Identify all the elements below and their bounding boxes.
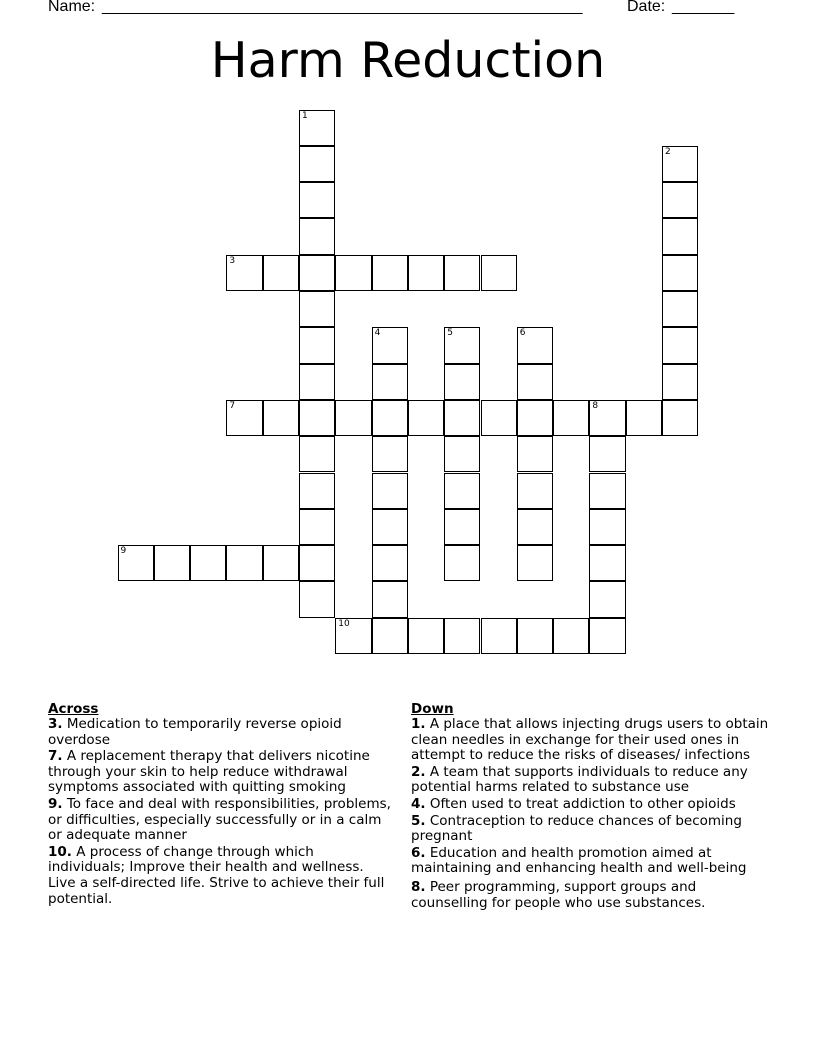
grid-cell[interactable] bbox=[662, 327, 698, 363]
grid-cell[interactable] bbox=[444, 618, 480, 654]
grid-cell[interactable] bbox=[299, 509, 335, 545]
grid-cell[interactable] bbox=[589, 545, 625, 581]
grid-cell[interactable] bbox=[589, 400, 625, 436]
grid-cell[interactable] bbox=[372, 327, 408, 363]
clue-across-3 bbox=[48, 717, 393, 748]
clue-number: 7. bbox=[48, 748, 63, 765]
grid-cell[interactable] bbox=[335, 255, 371, 291]
grid-cell[interactable] bbox=[517, 545, 553, 581]
clue-down-6 bbox=[411, 846, 769, 877]
grid-cell[interactable] bbox=[589, 436, 625, 472]
grid-cell[interactable] bbox=[481, 618, 517, 654]
grid-cell[interactable] bbox=[444, 400, 480, 436]
grid-cell[interactable] bbox=[444, 545, 480, 581]
grid-cell[interactable] bbox=[444, 473, 480, 509]
down-heading: Down bbox=[411, 701, 454, 717]
grid-cell[interactable] bbox=[299, 182, 335, 218]
clue-down-1 bbox=[411, 717, 769, 764]
clue-text: Medication to temporarily reverse opioid overdose bbox=[48, 716, 342, 748]
clue-text: A team that supports individuals to reduce any potential harms related to substance use bbox=[411, 763, 748, 796]
grid-cell[interactable] bbox=[517, 364, 553, 400]
grid-cell[interactable] bbox=[372, 581, 408, 617]
cell-number: 9 bbox=[120, 546, 127, 557]
across-heading: Across bbox=[48, 701, 99, 717]
down-clues bbox=[411, 701, 769, 912]
clue-number: 2. bbox=[411, 763, 426, 780]
clue-number: 8. bbox=[411, 878, 426, 895]
grid-cell[interactable] bbox=[299, 146, 335, 182]
grid-cell[interactable] bbox=[226, 400, 262, 436]
clue-number: 9. bbox=[48, 795, 63, 812]
grid-cell[interactable] bbox=[589, 509, 625, 545]
grid-cell[interactable] bbox=[263, 255, 299, 291]
grid-cell[interactable] bbox=[517, 400, 553, 436]
across-clues bbox=[48, 701, 393, 908]
grid-cell[interactable] bbox=[226, 255, 262, 291]
grid-cell[interactable] bbox=[444, 436, 480, 472]
grid-cell[interactable] bbox=[299, 327, 335, 363]
cell-number: 1 bbox=[302, 110, 308, 121]
clue-text: A process of change through which individuals; Improve their health and wellness. Live a self-directed life. Strive to achieve their full potential. bbox=[48, 843, 385, 907]
grid-cell[interactable] bbox=[517, 618, 553, 654]
grid-cell[interactable] bbox=[553, 400, 589, 436]
grid-cell[interactable] bbox=[517, 509, 553, 545]
grid-cell[interactable] bbox=[372, 473, 408, 509]
grid-cell[interactable] bbox=[299, 473, 335, 509]
grid-cell[interactable] bbox=[372, 364, 408, 400]
grid-cell[interactable] bbox=[372, 618, 408, 654]
grid-cell[interactable] bbox=[263, 545, 299, 581]
grid-cell[interactable] bbox=[408, 400, 444, 436]
grid-cell[interactable] bbox=[589, 618, 625, 654]
clue-text: A place that allows injecting drugs users to obtain clean needles in exchange for their used ones in attempt to reduce the risks of diseases/ infections bbox=[411, 716, 769, 764]
grid-cell[interactable] bbox=[408, 618, 444, 654]
grid-cell[interactable] bbox=[662, 146, 698, 182]
grid-cell[interactable] bbox=[662, 364, 698, 400]
grid-cell[interactable] bbox=[118, 545, 154, 581]
grid-cell[interactable] bbox=[372, 436, 408, 472]
grid-cell[interactable] bbox=[299, 291, 335, 327]
grid-cell[interactable] bbox=[263, 400, 299, 436]
page-title: Harm Reduction bbox=[210, 32, 606, 89]
grid-cell[interactable] bbox=[517, 327, 553, 363]
grid-cell[interactable] bbox=[299, 255, 335, 291]
clue-text: Peer programming, support groups and counselling for people who use substances. bbox=[411, 878, 706, 911]
clue-down-4 bbox=[411, 797, 769, 813]
grid-cell[interactable] bbox=[299, 545, 335, 581]
clue-text: Contraception to reduce chances of becoming pregnant bbox=[411, 812, 742, 845]
clue-number: 1. bbox=[411, 716, 426, 732]
date-blank[interactable]: _______ bbox=[672, 0, 735, 15]
grid-cell[interactable] bbox=[226, 545, 262, 581]
grid-cell[interactable] bbox=[408, 255, 444, 291]
grid-cell[interactable] bbox=[335, 618, 371, 654]
clue-across-9 bbox=[48, 797, 393, 844]
clue-number: 6. bbox=[411, 844, 426, 861]
grid-cell[interactable] bbox=[299, 581, 335, 617]
clue-text: Often used to treat addiction to other opioids bbox=[429, 795, 736, 812]
grid-cell[interactable] bbox=[517, 473, 553, 509]
grid-cell[interactable] bbox=[662, 182, 698, 218]
grid-cell[interactable] bbox=[299, 218, 335, 254]
grid-cell[interactable] bbox=[299, 364, 335, 400]
clue-across-7 bbox=[48, 749, 393, 796]
grid-cell[interactable] bbox=[154, 545, 190, 581]
grid-cell[interactable] bbox=[589, 581, 625, 617]
grid-cell[interactable] bbox=[481, 400, 517, 436]
grid-cell[interactable] bbox=[589, 473, 625, 509]
clue-number: 4. bbox=[411, 795, 426, 812]
grid-cell[interactable] bbox=[372, 400, 408, 436]
clue-number: 3. bbox=[48, 716, 63, 732]
name-label: Name: bbox=[48, 0, 100, 15]
clue-text: Education and health promotion aimed at maintaining and enhancing health and well-being bbox=[411, 844, 747, 877]
grid-cell[interactable] bbox=[444, 327, 480, 363]
grid-cell[interactable] bbox=[662, 255, 698, 291]
clue-text: To face and deal with responsibilities, problems, or difficulties, especially successfully or in a calm or adequate manner bbox=[48, 795, 391, 844]
clue-down-2 bbox=[411, 765, 769, 796]
clue-number: 5. bbox=[411, 812, 426, 829]
grid-cell[interactable] bbox=[372, 255, 408, 291]
grid-cell[interactable] bbox=[444, 255, 480, 291]
grid-cell[interactable] bbox=[553, 618, 589, 654]
grid-cell[interactable] bbox=[299, 110, 335, 146]
grid-cell[interactable] bbox=[517, 436, 553, 472]
date-label: Date: bbox=[627, 0, 670, 15]
cell-number: 3 bbox=[229, 255, 236, 266]
cell-number: 4 bbox=[374, 328, 381, 339]
clue-down-5 bbox=[411, 814, 769, 845]
grid-cell[interactable] bbox=[372, 509, 408, 545]
grid-cell[interactable] bbox=[372, 545, 408, 581]
grid-cell[interactable] bbox=[626, 400, 662, 436]
cell-number: 8 bbox=[592, 400, 599, 411]
clue-across-10 bbox=[48, 845, 393, 907]
grid-cell[interactable] bbox=[481, 255, 517, 291]
clue-number: 10. bbox=[48, 843, 72, 860]
clue-text: A replacement therapy that delivers nicotine through your skin to help reduce withdrawal symptoms associated with quitting smoking bbox=[48, 748, 370, 796]
name-blank[interactable]: ______________________________________________________ bbox=[102, 0, 583, 15]
cell-number: 5 bbox=[447, 328, 453, 339]
grid-cell[interactable] bbox=[190, 545, 226, 581]
grid-cell[interactable] bbox=[662, 291, 698, 327]
cell-number: 6 bbox=[519, 328, 526, 339]
cell-number: 2 bbox=[665, 146, 671, 157]
grid-cell[interactable] bbox=[444, 364, 480, 400]
cell-number: 10 bbox=[338, 618, 350, 629]
grid-cell[interactable] bbox=[299, 436, 335, 472]
grid-cell[interactable] bbox=[662, 218, 698, 254]
grid-cell[interactable] bbox=[335, 400, 371, 436]
grid-cell[interactable] bbox=[662, 400, 698, 436]
clue-down-8 bbox=[411, 880, 769, 911]
grid-cell[interactable] bbox=[444, 509, 480, 545]
cell-number: 7 bbox=[229, 400, 236, 411]
grid-cell[interactable] bbox=[299, 400, 335, 436]
